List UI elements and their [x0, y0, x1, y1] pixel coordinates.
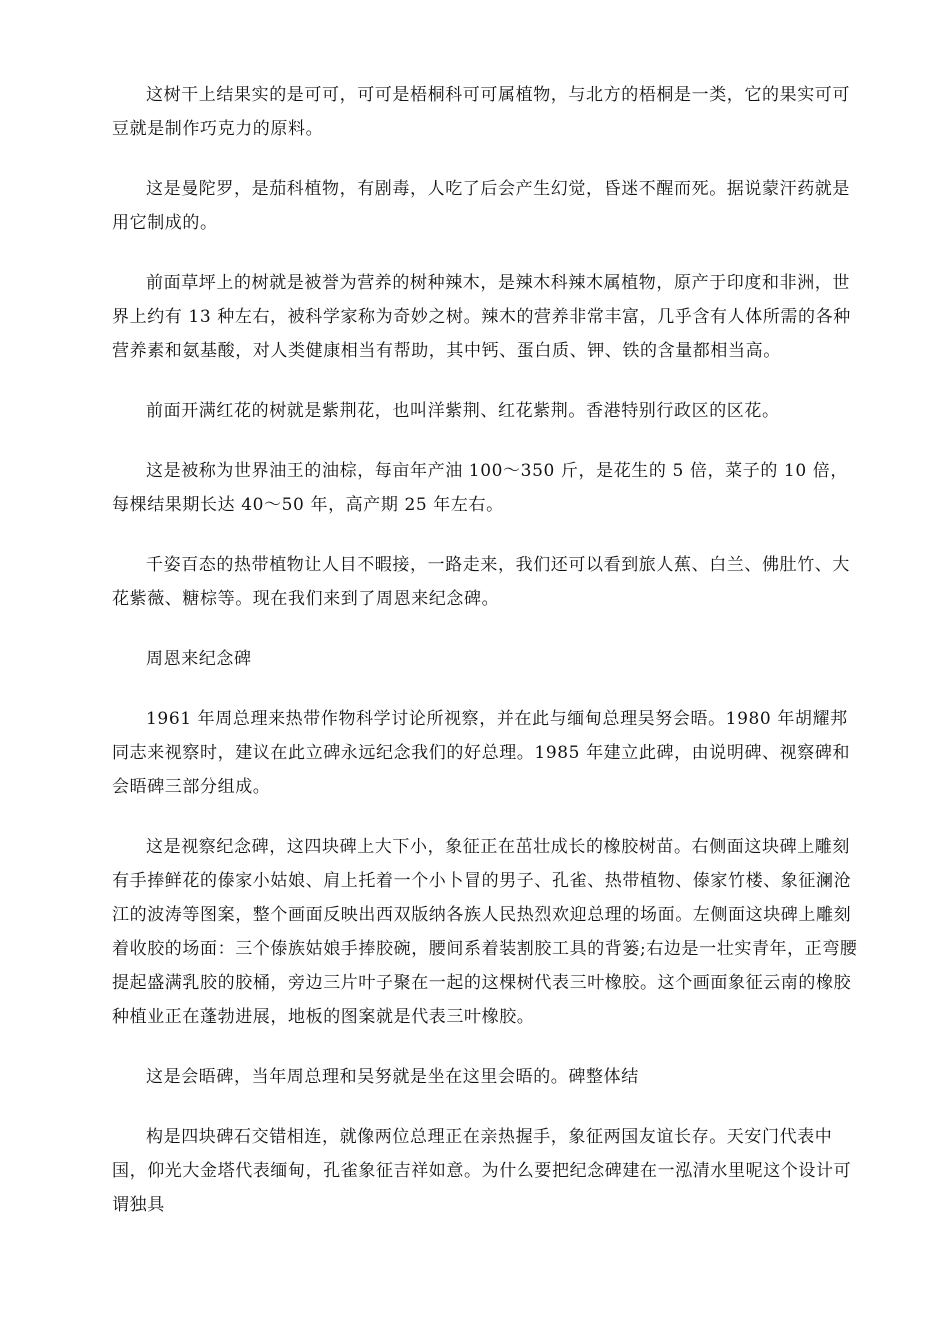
paragraph-inspection-monument: 这是视察纪念碑，这四块碑上大下小，象征正在茁壮成长的橡胶树苗。右侧面这块碑上雕刻有手捧鲜花的傣家小姑娘、肩上托着一个小卜冒的男子、孔雀、热带植物、傣家竹楼、象征澜沧江的波涛等图案，整个画面反映出西双版纳各族人民热烈欢迎总理的场面。左侧面这块碑上雕刻着收胶的场面：三个傣族姑娘手捧胶碗，腰间系着装割胶工具的背篓;右边是一壮实青年，正弯腰提起盛满乳胶的胶桶，旁边三片叶子聚在一起的这棵树代表三叶橡胶。这个画面象征云南的橡胶种植业正在蓬勃进展，地板的图案就是代表三叶橡胶。 [112, 837, 858, 1027]
paragraph-oil-palm: 这是被称为世界油王的油棕，每亩年产油 100～350 斤，是花生的 5 倍，菜子的 10 倍，每棵结果期长达 40～50 年，高产期 25 年左右。 [112, 461, 848, 515]
paragraph-monument-history: 1961 年周总理来热带作物科学讨论所视察，并在此与缅甸总理吴努会晤。1980 年胡耀邦同志来视察时，建议在此立碑永远纪念我们的好总理。1985 年建立此碑，由说明碑、视察碑和会晤碑三部分组成。 [112, 709, 851, 797]
paragraph-tropical-plants: 千姿百态的热带植物让人目不暇接，一路走来，我们还可以看到旅人蕉、白兰、佛肚竹、大花紫薇、糖棕等。现在我们来到了周恩来纪念碑。 [112, 555, 850, 609]
paragraph-cacao: 这树干上结果实的是可可，可可是梧桐科可可属植物，与北方的梧桐是一类，它的果实可可豆就是制作巧克力的原料。 [112, 85, 850, 139]
section-heading-zhou-enlai-monument: 周恩来纪念碑 [146, 649, 252, 669]
paragraph-meeting-monument: 这是会晤碑，当年周总理和吴努就是坐在这里会晤的。碑整体结 [146, 1067, 639, 1087]
paragraph-bauhinia: 前面开满红花的树就是紫荆花，也叫洋紫荆、红花紫荆。香港特别行政区的区花。 [146, 401, 780, 421]
paragraph-moringa: 前面草坪上的树就是被誉为营养的树种辣木，是辣木科辣木属植物，原产于印度和非洲，世界上约有 13 种左右，被科学家称为奇妙之树。辣木的营养非常丰富，几乎含有人体所需的各种营养素和氨基酸，对人类健康相当有帮助，其中钙、蛋白质、钾、铁的含量都相当高。 [112, 273, 851, 361]
paragraph-datura: 这是曼陀罗，是茄科植物，有剧毒，人吃了后会产生幻觉，昏迷不醒而死。据说蒙汗药就是用它制成的。 [112, 179, 850, 233]
paragraph-monument-structure: 构是四块碑石交错相连，就像两位总理正在亲热握手，象征两国友谊长存。天安门代表中国，仰光大金塔代表缅甸，孔雀象征吉祥如意。为什么要把纪念碑建在一泓清水里呢这个设计可谓独具 [112, 1127, 852, 1215]
